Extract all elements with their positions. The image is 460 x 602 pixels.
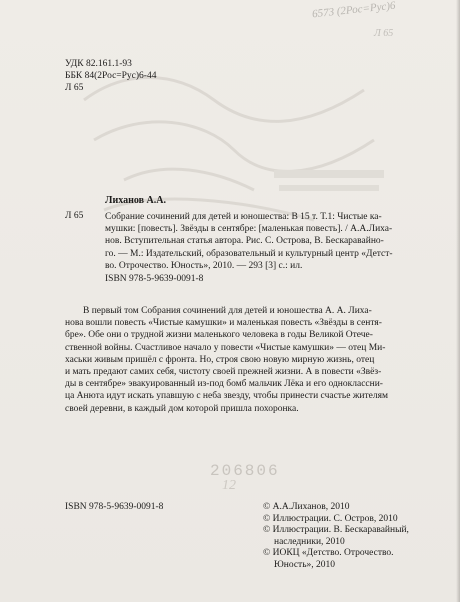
annotation — [65, 305, 410, 415]
copyright-line-continued: наследники, 2010 — [274, 536, 345, 547]
record-author-sign: Л 65 — [65, 211, 84, 221]
description-line: мушки: [повесть]. Звёзды в сентябре: [маленькая повесть]. / А.А.Лиха- — [105, 224, 393, 235]
footer-isbn: ISBN 978-5-9639-0091-8 — [65, 502, 164, 512]
annotation-line: хаськи живым пришёл с фронта. Но, строя свою новую мирную жизнь, отец — [65, 354, 375, 365]
description-line: нов. Вступительная статья автора. Рис. С. Острова, В. Бескаравайно- — [105, 236, 384, 247]
annotation-line: нова вошли повесть «Чистые камушки» и маленькая повесть «Звёзды в сентя- — [65, 318, 382, 329]
pencil-note-side: Л 65 — [374, 28, 394, 39]
copyright-line: © А.А.Лиханов, 2010 — [263, 502, 350, 512]
record-author: Лиханов А.А. — [105, 195, 166, 206]
pencil-note-top: 6573 (2Рос=Рус)6 — [311, 0, 397, 21]
copyright-line: © ИОКЦ «Детство. Отрочество. — [263, 548, 394, 559]
copyright-line: © Иллюстрации. В. Бескаравайный, — [263, 525, 409, 536]
annotation-line: ды в сентябре» эвакуированный из-под бомб мальчик Лёка и его одноклассни- — [65, 379, 383, 390]
copyright-line: © Иллюстрации. С. Остров, 2010 — [263, 513, 398, 524]
description-line: го. — М.: Издательский, образовательный и культурный центр «Детст- — [105, 248, 393, 259]
bleed-through-stamp-number: 206806 — [210, 462, 280, 480]
annotation-line: ственной войны. Счастливое начало у повести «Чистые камушки» — отец Ми- — [65, 342, 386, 353]
udk-code: УДК 82.161.1-93 — [65, 59, 132, 69]
copyright-line-continued: Юность», 2010 — [274, 559, 336, 570]
annotation-line: В первый том Собрания сочинений для детей и юношества А. А. Лиха- — [83, 306, 372, 316]
record-isbn: ISBN 978-5-9639-0091-8 — [105, 274, 204, 284]
description-line: Собрание сочинений для детей и юношества: В 15 т. Т.1: Чистые ка- — [105, 212, 382, 222]
annotation-line: и мать предают самих себя, чистоту своей прежней жизни. А в повести «Звёз- — [65, 367, 382, 378]
annotation-line: ца Анюта идут искать упавшую с неба звезду, чтобы принести счастье жителям — [65, 391, 388, 402]
bbk-code: ББК 84(2Рос=Рус)6-44 — [65, 71, 157, 81]
bibliographic-description — [105, 211, 410, 272]
author-sign: Л 65 — [65, 83, 84, 93]
annotation-line: бре». Обе они о трудной жизни маленького человека в годы Великой Отече- — [65, 330, 373, 341]
classification-block — [65, 58, 156, 94]
page-edge-shadow — [456, 0, 460, 602]
bleed-through-stamp-sub: 12 — [222, 478, 236, 493]
annotation-line: своей деревни, в каждый дом которой пришла похоронка. — [65, 403, 299, 414]
description-line: во. Отрочество. Юность», 2010. — 293 [3] с.: ил. — [105, 260, 303, 271]
copyright-block — [263, 502, 423, 572]
